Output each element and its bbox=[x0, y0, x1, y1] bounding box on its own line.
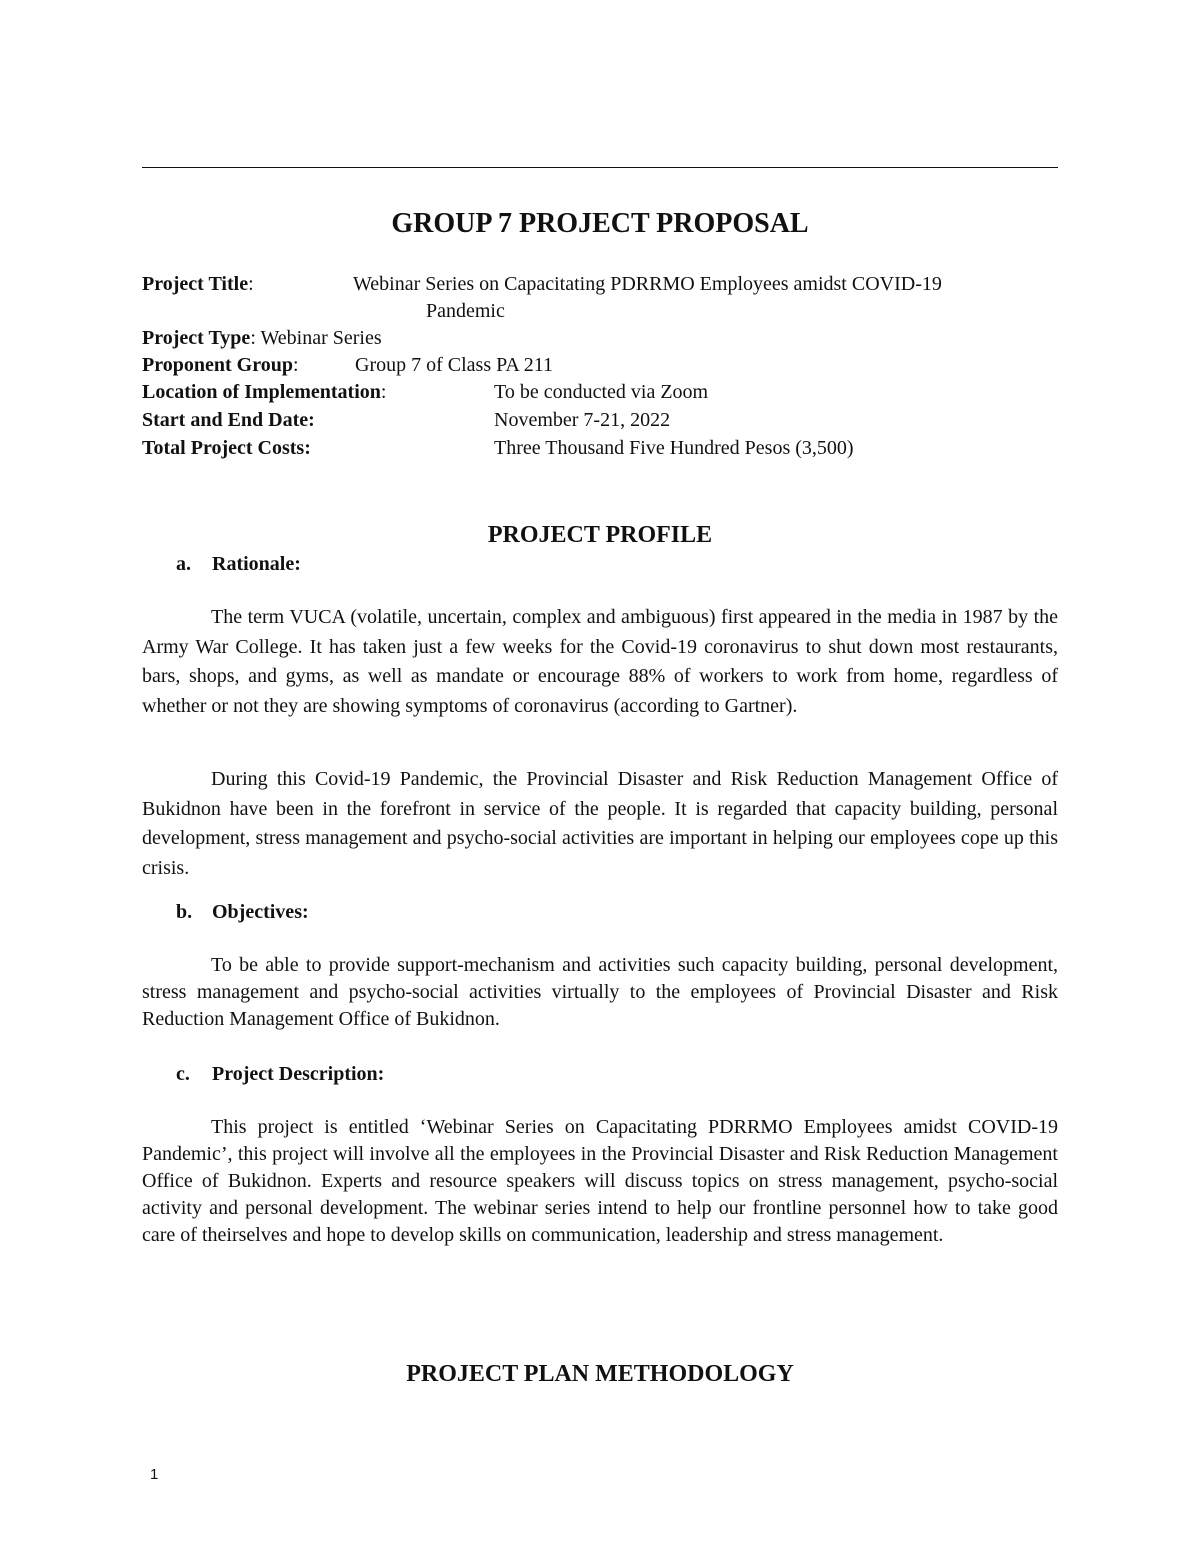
field-proponent-group bbox=[142, 352, 553, 379]
location-colon: : bbox=[380, 381, 387, 403]
project-title-colon: : bbox=[248, 273, 254, 295]
rationale-heading-text: Rationale: bbox=[212, 553, 301, 575]
rationale-paragraph-2: During this Covid-19 Pandemic, the Provincial Disaster and Risk Reduction Management Office of Bukidnon have been in the forefront in service of the people. It is regarded that capacity building, personal development, stress management and psycho-social activities are important in helping our employees cope up this crisis. bbox=[142, 768, 1058, 879]
project-type-label: Project Type bbox=[142, 327, 251, 349]
project-type-value: Webinar Series bbox=[260, 327, 382, 349]
location-label: Location of Implementation bbox=[142, 381, 381, 403]
field-dates bbox=[142, 407, 671, 434]
dates-value: November 7-21, 2022 bbox=[494, 409, 671, 431]
document-title: GROUP 7 PROJECT PROPOSAL bbox=[391, 208, 809, 239]
location-value: To be conducted via Zoom bbox=[494, 381, 709, 403]
objectives-paragraph: To be able to provide support-mechanism and activities such capacity building, personal development, stress management and psycho-social activities virtually to the employees of Provincial Disaster and Risk Reduction Management Office of Bukidnon. bbox=[142, 954, 1058, 1030]
field-costs bbox=[142, 435, 854, 462]
rationale-heading bbox=[176, 551, 301, 578]
rationale-marker: a. bbox=[176, 553, 191, 575]
field-project-type bbox=[142, 325, 382, 352]
proponent-group-value: Group 7 of Class PA 211 bbox=[355, 354, 553, 376]
project-title-value-line2: Pandemic bbox=[426, 300, 505, 322]
objectives-marker: b. bbox=[176, 901, 193, 923]
costs-value: Three Thousand Five Hundred Pesos (3,500) bbox=[494, 437, 854, 459]
page-number: 1 bbox=[150, 1466, 159, 1483]
description-heading bbox=[176, 1061, 384, 1088]
project-profile-heading: PROJECT PROFILE bbox=[487, 522, 713, 548]
objectives-heading-text: Objectives: bbox=[212, 901, 309, 923]
proponent-group-colon: : bbox=[292, 354, 299, 376]
header-rule bbox=[142, 167, 1058, 168]
description-heading-text: Project Description: bbox=[212, 1063, 385, 1085]
description-paragraph: This project is entitled ‘Webinar Series on Capacitating PDRRMO Employees amidst COVID-19 Pandemic’, this project will involve all the employees in the Provincial Disaster and Risk Reduction Management Office of Bukidnon. Experts and resource speakers will discuss topics on stress management, psycho-social activity and personal development. The webinar series intend to help our frontline personnel how to take good care of theirselves and hope to develop skills on communication, leadership and stress management. bbox=[142, 1116, 1058, 1246]
dates-label: Start and End Date: bbox=[142, 409, 315, 431]
rationale-paragraph-1: The term VUCA (volatile, uncertain, complex and ambiguous) first appeared in the media in 1987 by the Army War College. It has taken just a few weeks for the Covid-19 coronavirus to shut down most restaurants, bars, shops, and gyms, as well as mandate or encourage 88% of workers to work from home, regardless of whether or not they are showing symptoms of coronavirus (according to Gartner). bbox=[142, 606, 1058, 717]
project-title-label: Project Title bbox=[142, 273, 249, 295]
project-title-value-line1: Webinar Series on Capacitating PDRRMO Employees amidst COVID-19 bbox=[353, 273, 942, 295]
field-location bbox=[142, 379, 709, 406]
proponent-group-label: Proponent Group bbox=[142, 354, 293, 376]
costs-label: Total Project Costs: bbox=[142, 437, 311, 459]
description-marker: c. bbox=[176, 1063, 190, 1085]
methodology-heading: PROJECT PLAN METHODOLOGY bbox=[406, 1361, 794, 1387]
objectives-heading bbox=[176, 899, 309, 926]
project-type-colon: : bbox=[250, 327, 256, 349]
field-project-title bbox=[142, 271, 942, 322]
